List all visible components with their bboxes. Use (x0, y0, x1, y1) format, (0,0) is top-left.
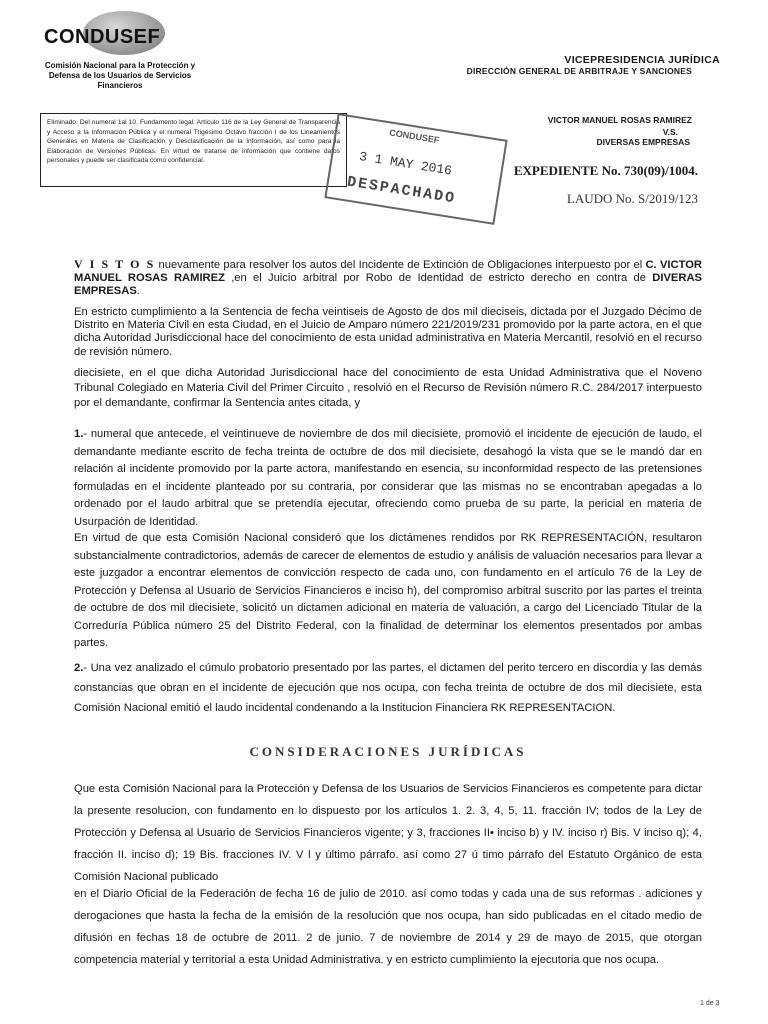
numeral-1-label: 1. (74, 428, 84, 440)
stamp-logo: CONDUSEF (388, 127, 441, 146)
paragraph-numeral-2 (74, 658, 702, 718)
vistos-claimant: C. VICTOR MANUEL ROSAS RAMIREZ (74, 259, 703, 285)
vistos-respondent: DIVERAS EMPRESAS (74, 272, 702, 298)
paragraph-competencia: Que esta Comisión Nacional para la Protección y Defensa de los Usuarios de Servicios Financieros es competente para dictar la presente resolucion, con fundamento en lo dispuesto por los artículos 1. 2. 3, 4, 5, 11. fracción IV; todos de la Ley de Protección y Defensa al Usuario de Servicios Financieros vigente; y 3, fracciones II• inciso b) y IV. inciso r) Bis. V inciso q); 4, fracción II. inciso d); 19 Bis. fracciones IV. V l y último párrafo. así como 27 ú timo párrafo del Estatuto Orgánico de esta Comisión Nacional publicado (74, 783, 702, 883)
stamp-word: DESPACHADO (345, 173, 458, 208)
paragraph-tribunal: diecisiete, en el que dicha Autoridad Jurisdiccional hace del conocimiento de esta Unidad Administrativa que el Noveno Tribunal Colegiado en Materia Civil del Primer Circuito , resolvió en el Recurso de Revisión número R.C. 284/2017 interpuesto por el demandante, confirmar la Sentencia antes citada, y (74, 367, 702, 409)
vistos-text-a: nuevamente para resolver los autos del Incidente de Extinción de Obligaciones interpuesto por el (155, 259, 646, 271)
vistos-end: . (136, 285, 140, 298)
versus-label: V.S. (662, 127, 678, 137)
paragraph-diario-oficial: en el Diario Oficial de la Federación de fecha 16 de julio de 2010. así como todas y cada una de sus reformas . adiciones y derogaciones que hasta la fecha de la emisión de la resolución que nos ocupa, han sido publicadas en el citado medio de difusión en fechas 18 de octubre de 2011. 2 de junio. 7 de noviembre de 2014 y 29 de mayo de 2015, que otorgan competencia material y territorial a esta Unidad Administrativa. y en estricto cumplimiento la ejecutoria que nos ocupa. (74, 888, 702, 966)
expediente-number: EXPEDIENTE No. 730(09)/1004. (513, 163, 698, 178)
logo-subtitle: Comisión Nacional para la Protección y Defensa de los Usuarios de Servicios Financieros (44, 61, 196, 90)
numeral-1-text: - numeral que antecede, el veintinueve de noviembre de dos mil diecisiete, promovió el incidente de ejecución de laudo, el demandante mediante escrito de fecha treinta de octubre de dos mil diecisiete, desahogó la vista que se le mandó dar en relación al incidente promovido por la parte actora, manifestando en esencia, su inconformidad respecto de las pretensiones formuladas en el incidente planteado por su contraria, por considerar que las mismas no se encontraban apegadas a lo ordenado por el laudo arbitral que se pretendía ejecutar, ofreciendo como prueba de su parte, la pericial en materia de Usurpación de Identidad. (74, 428, 702, 528)
vistos-lead: V I S T O S (74, 257, 156, 271)
stamp-date: 3 1 MAY 2016 (358, 149, 453, 179)
logo-brand: CONDUSEF (44, 26, 161, 48)
section-heading: CONSIDERACIONES JURÍDICAS (249, 744, 527, 759)
numeral-2-label: 2. (74, 662, 84, 674)
header-direccion: DIRECCIÓN GENERAL DE ARBITRAJE Y SANCIONES (466, 66, 692, 76)
numeral-2-text: - Una vez analizado el cúmulo probatorio presentado por las partes, el dictamen del perito tercero en discordia y las demás constancias que obran en el incidente de ejecución que nos ocupa, con fecha treinta de octubre de dos mil diecisiete, esta Comisión Nacional emitió el laudo incidental condenando a la Institucion Financiera RK REPRESENTACION. (74, 662, 702, 714)
paragraph-dictamenes: En virtud de que esta Comisión Nacional consideró que los dictámenes rendidos por RK REPRESENTACIÓN, resultaron substancialmente contradictorios, además de carecer de elementos de estudio y análisis de valuación necesarios para llevar a este juzgador a encontrar elementos de convicción respecto de cada uno, con fundamento en el artículo 76 de la Ley de Protección y Defensa al Usuario de Servicios Financieros e inciso h), del compromiso arbitral suscrito por las partes el treinta de octubre de dos mil diecisiete, solicitó un dictamen adicional en materia de valuación, a cargo del Licenciado Titular de la Correduría Pública número 25 del Distrito Federal, con la finalidad de determinar los elementos presentados por ambas partes. (74, 532, 702, 649)
respondent-name: DIVERSAS EMPRESAS (596, 137, 690, 147)
vistos-text-b: ,en el Juicio arbitral por Robo de Identidad de estricto derecho en contra de (224, 272, 653, 285)
laudo-number: LAUDO No. S/2019/123 (566, 191, 698, 206)
claimant-name: VICTOR MANUEL ROSAS RAMIREZ (547, 115, 692, 125)
header-vicepresidencia: VICEPRESIDENCIA JURÍDICA (564, 54, 720, 66)
redaction-notice: Eliminado: Del numeral 1al 10. Fundamento legal: Artículo 116 de la Ley General de Transparencia y Acceso a la Información Pública y el numeral Trigésimo Octavo fracción I de los Lineamientos Generales en Materia de Clasificación y Desclasificación de la Información, así como para la Elaboración de Versiones Públicas. En virtud de tratarse de información que contiene datos personales y puede ser clasificada como confidencial. (40, 113, 347, 187)
paragraph-numeral-1 (74, 426, 702, 531)
page-number: 1 de 3 (700, 1000, 720, 1007)
paragraph-vistos (74, 258, 702, 299)
paragraph-sentencia: En estricto cumplimiento a la Sentencia de fecha veintiseis de Agosto de dos mil dieciseis, dictada por el Juzgado Décimo de Distrito en Materia Civil en esta Ciudad, en el Juicio de Amparo número 221/2019/231 promovido por la parte actora, en el que dicha Autoridad Jurisdiccional hace del conocimiento de esta unidad administrativa en Materia Mercantil, resolvió en el recurso de revisión número. (74, 306, 702, 358)
